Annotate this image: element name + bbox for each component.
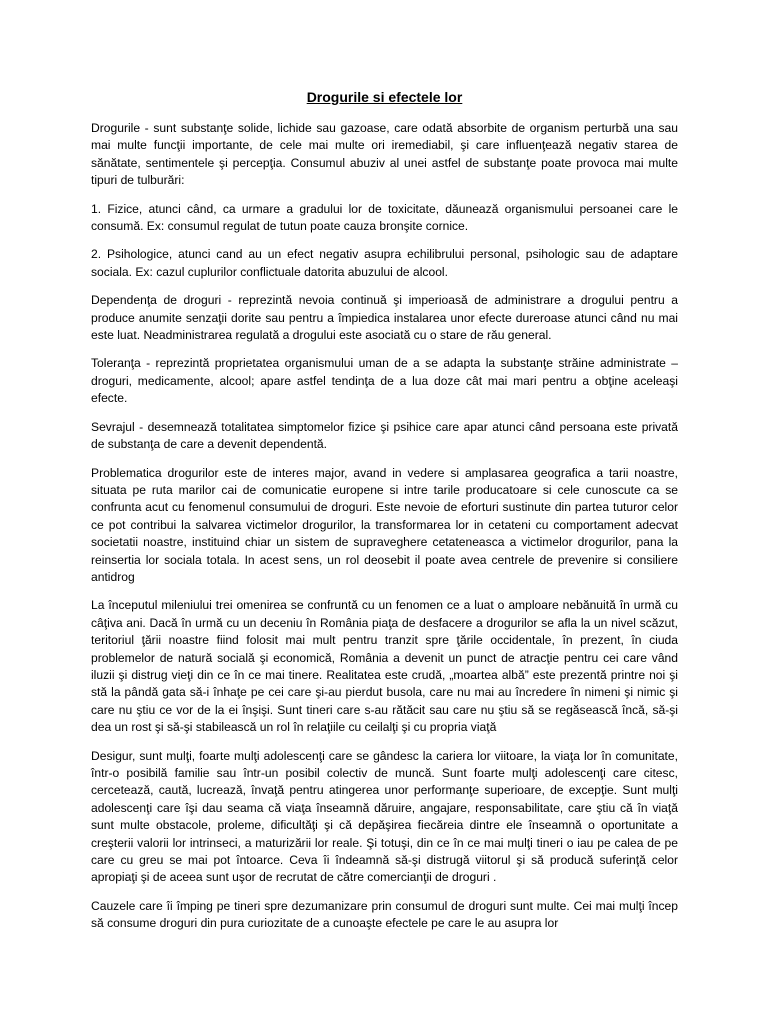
paragraph-inceputul-mileniului: La începutul mileniului trei omenirea se confruntă cu un fenomen ce a luat o amploare nebănuită în urmă cu câţiva ani. Dacă în urmă cu un deceniu în România piaţa de desfacere a drogurilor se afla la un nivel scăzut, teritoriul ţării noastre fiind folosit mai mult pentru tranzit spre ţările occidentale, în prezent, în ciuda problemelor de natură socială şi economică, România a devenit un punct de atracţie pentru cei care vând iluzii şi distrug vieţi din ce în ce mai tinere. Realitatea este crudă, „moartea albă” este prezentă printre noi şi stă la pândă gata să-i înhaţe pe cei care şi-au pierdut busola, care nu mai au încredere în nimeni şi nimic şi care nu ştiu ce vor de la ei înşişi. Sunt tineri care s-au rătăcit sau care nu ştiu să se regăsească încă, să-şi dea un rost şi să-şi stabilească un rol în relaţiile cu ceilalţi şi cu propria viaţă [91,598,678,735]
paragraph-dependenta: Dependenţa de droguri - reprezintă nevoia continuă şi imperioasă de administrare a drogului pentru a produce anumite senzaţii dorite sau pentru a împiedica instalarea unor efecte dureroase atunci când nu mai este luat. Neadministrarea regulată a drogului este asociată cu o stare de rău general. [91,293,678,343]
paragraph-toleranta: Toleranţa - reprezintă proprietatea organismului uman de a se adapta la substanţe străine administrate – droguri, medicamente, alcool; apare astfel tendinţa de a lua doze cât mai mari pentru a obţine aceleaşi efecte. [91,356,678,406]
paragraph-sevrajul: Sevrajul - desemnează totalitatea simptomelor fizice şi psihice care apar atunci când persoana este privată de substanţa de care a devenit dependentă. [91,419,678,452]
paragraph-fizice: 1. Fizice, atunci când, ca urmare a gradului lor de toxicitate, dăunează organismului persoanei care le consumă. Ex: consumul regulat de tutun poate cauza bronşite cornice. [91,201,678,234]
paragraph-adolescenti: Desigur, sunt mulţi, foarte mulţi adolescenţi care se gândesc la cariera lor viitoare, la viaţa lor în comunitate, într-o posibilă familie sau într-un posibil colectiv de muncă. Sunt foarte mulţi adolescenţi care citesc, cercetează, caută, lucrează, învaţă pentru atingerea unor performanţe superioare, de excepţie. Sunt mulţi adolescenţi care îşi dau seama că viaţa înseamnă dăruire, angajare, responsabilitate, care ştiu că în viaţă sunt multe obstacole, proleme, dificultăţi şi că depăşirea fiecăreia dintre ele înseamnă o oportunitate a creşterii valorii lor intrinseci, a maturizării lor reale. Şi totuşi, din ce în ce mai mulţi tineri o iau pe calea de pe care cu greu se mai pot întoarce. Ceva îi îndeamnă să-şi distrugă viitorul şi să producă suferinţă celor apropiaţi şi de aceea sunt uşor de recrutat de către comercianţii de droguri . [91,748,678,885]
paragraph-cauzele: Cauzele care îi împing pe tineri spre dezumanizare prin consumul de droguri sunt multe. Cei mai mulţi încep să consume droguri din pura curiozitate de a cunoaşte efectele pe care le au asupra lor [91,898,678,931]
paragraph-psihologice: 2. Psihologice, atunci cand au un efect negativ asupra echilibrului personal, psihologic sau de adaptare sociala. Ex: cazul cuplurilor conflictuale datorita abuzului de alcool. [91,247,678,279]
document-title: Drogurile si efectele lor [306,89,463,105]
paragraph-problematica: Problematica drogurilor este de interes major, avand in vedere si amplasarea geografica a tarii noastre, situata pe ruta marilor cai de comunicatie europene si intre tarile producatoare si cele cunoscute ca se confrunta acut cu fenomenul consumului de droguri. Este nevoie de eforturi sustinute din partea tuturor celor ce pot contribui la salvarea victimelor drogurilor, la transformarea lor in cetateni cu comportament adecvat societatii noastre, instituind chiar un sistem de supraveghere cetateneasca a victimelor drogurilor, pana la reinsertia lor sociala totala. In acest sens, un rol deosebit il poate avea centrele de prevenire si consiliere antidrog [91,465,678,584]
paragraph-drogurile-definition: Drogurile - sunt substanţe solide, lichide sau gazoase, care odată absorbite de organism perturbă una sau mai multe funcţii importante, de cele mai multe ori iremediabil, şi care influenţează negativ starea de sănătate, sentimentele şi percepţia. Consumul abuziv al unei astfel de substanţe poate provoca mai multe tipuri de tulburări: [91,121,678,188]
